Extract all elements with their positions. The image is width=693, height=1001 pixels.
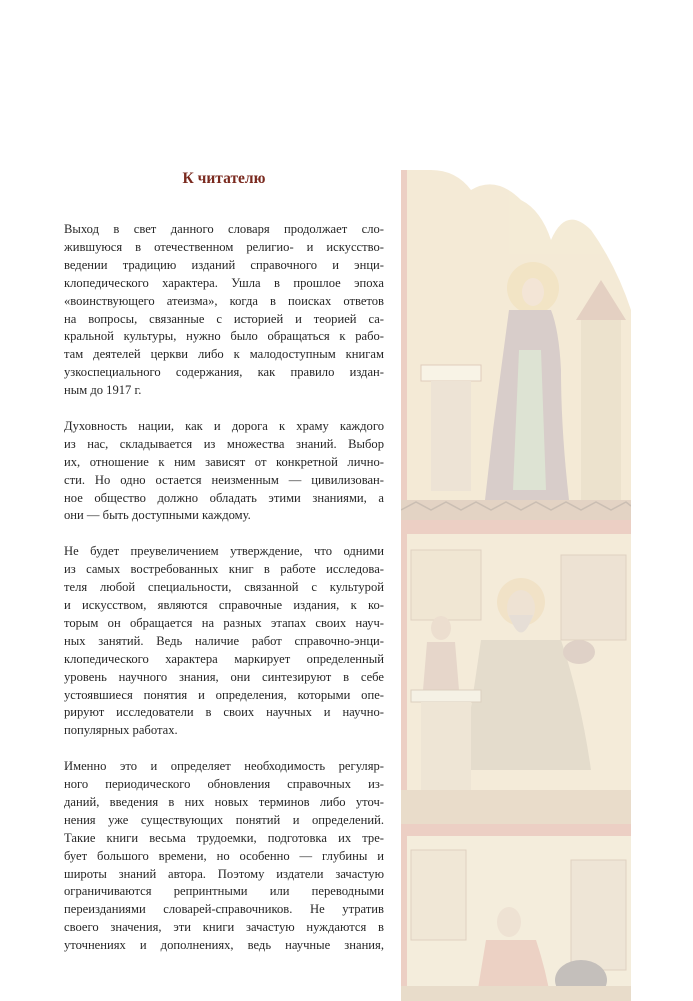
text-line: «воинствующего атеизма», когда в поисках ответов xyxy=(64,293,384,308)
paragraph xyxy=(64,221,384,400)
text-line: рируют исследователи в своих научных и научно- xyxy=(64,705,384,720)
text-line: устоявшиеся понятия и определения, которыми опе- xyxy=(64,687,384,702)
text-line: кральной культуры, нужно было обращаться к рабо- xyxy=(64,329,384,344)
text-line: ного периодического обновления справочных из- xyxy=(64,777,384,792)
text-line: переизданиями словарей-справочников. Не утратив xyxy=(64,902,384,917)
fade-overlay xyxy=(401,170,631,1001)
text-line: даний, введения в них новых терминов либо уточ- xyxy=(64,794,384,809)
text-line: нения уже существующих понятий и определений. xyxy=(64,812,384,827)
text-column xyxy=(64,221,384,973)
text-line: своего значения, эти книги зачастую нуждаются в xyxy=(64,920,384,935)
text-line: торым он обращается на разных этапах своих науч- xyxy=(64,615,384,630)
text-line: Такие книги весьма трудоемки, подготовка их тре- xyxy=(64,830,384,845)
text-line: теля любой специальности, связанной с культурой xyxy=(64,580,384,595)
text-line: Выход в свет данного словаря продолжает сло- xyxy=(64,222,384,236)
text-line: уточнениях и дополнениях, ведь научные знания, xyxy=(64,938,384,953)
icon-painting-strip xyxy=(401,170,631,1001)
text-line: ограничиваются репринтными или переводными xyxy=(64,884,384,899)
text-line: из самых востребованных книг в работе исследова- xyxy=(64,562,384,577)
text-line: ведении традицию изданий справочного и энци- xyxy=(64,257,384,272)
text-line: из нас, складывается из множества знаний. Выбор xyxy=(64,436,384,451)
text-line: ное общество должно обладать этими знаниями, а xyxy=(64,490,384,505)
text-line: Не будет преувеличением утверждение, что одними xyxy=(64,544,384,559)
text-line: популярных работах. xyxy=(64,723,178,738)
paragraph xyxy=(64,543,384,740)
text-line: широты знаний автора. Поэтому издатели зачастую xyxy=(64,866,384,881)
text-line: их, отношение к ним зависят от конкретной лично- xyxy=(64,454,384,469)
text-line: там деятелей церкви либо к малодоступным книгам xyxy=(64,347,384,362)
text-line: они — быть доступными каждому. xyxy=(64,508,251,523)
text-line: клопедического характера. Ушла в прошлое эпоха xyxy=(64,275,384,290)
icon-painting-illustration xyxy=(401,170,631,1001)
text-line: уровень научного знания, они синтезируют в себе xyxy=(64,669,384,684)
text-line: ным до 1917 г. xyxy=(64,383,142,398)
text-line: сти. Но одно остается неизменным — цивилизован- xyxy=(64,472,384,487)
paragraph xyxy=(64,418,384,525)
text-line: на вопросы, связанные с историей и теорией са- xyxy=(64,311,384,326)
text-line: и искусством, являются справочные издания, к ко- xyxy=(64,598,384,612)
text-line: Духовность нации, как и дорога к храму каждого xyxy=(64,418,384,433)
text-line: ных занятий. Ведь наличие работ справочно-энци- xyxy=(64,633,384,648)
page-title: К читателю xyxy=(182,170,266,187)
text-line: клопедического характера маркирует определенный xyxy=(64,651,384,666)
text-line: жившуюся в отечественном религио- и искусство- xyxy=(64,239,384,254)
text-line: бует большого времени, но особенно — глубины и xyxy=(64,848,384,863)
paragraph xyxy=(64,758,384,955)
text-line: узкоспециального содержания, как правило издан- xyxy=(64,365,384,380)
text-line: Именно это и определяет необходимость регуляр- xyxy=(64,759,384,774)
